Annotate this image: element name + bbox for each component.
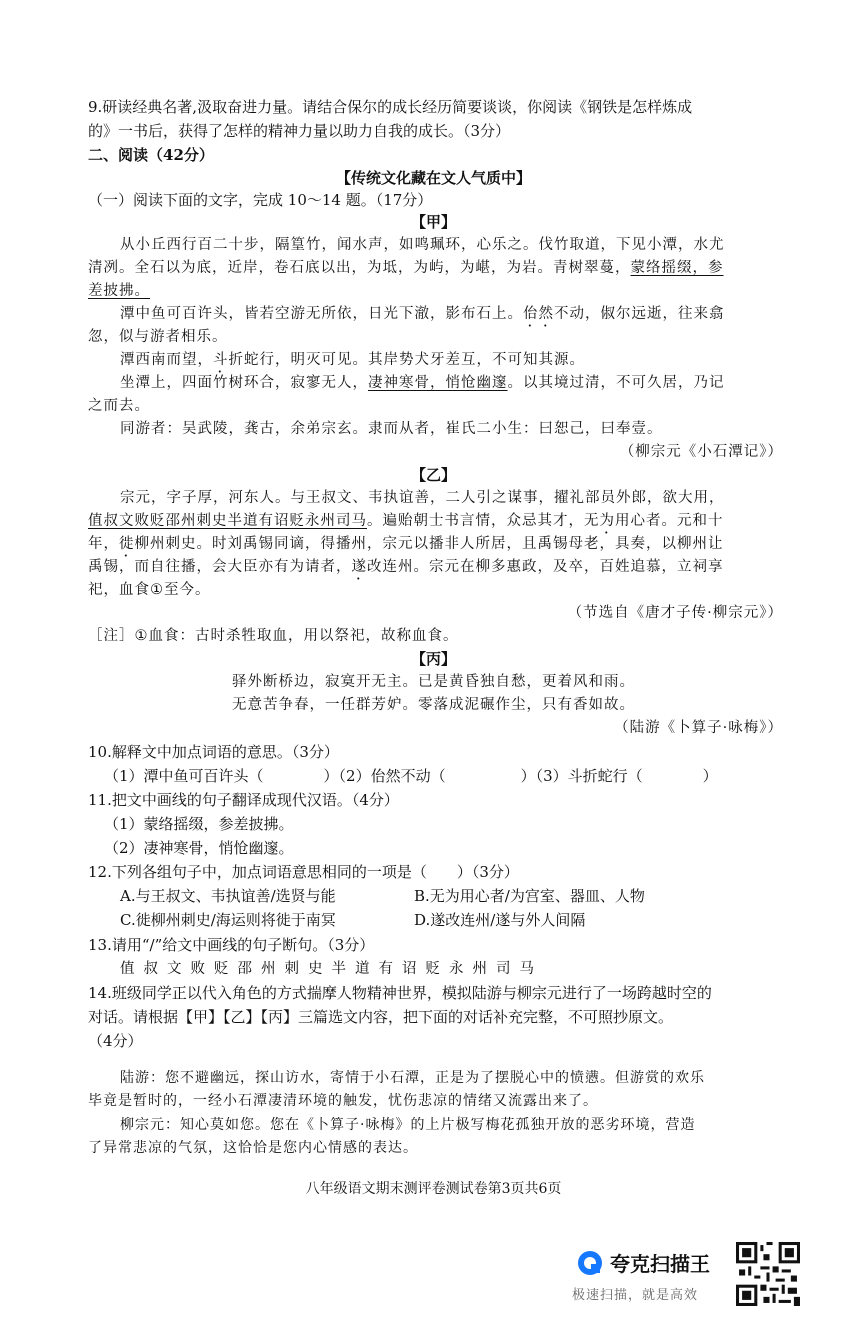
q9-line2: 的》一书后，获得了怎样的精神力量以助力自我的成长。（3分） [88,122,511,140]
yi-line: 禹锡，而自往播，会大臣亦有为请者，遂改连州。宗元在柳多惠政，及卒，百姓追慕，立祠享 [88,559,724,575]
q12-title: 12.下列各组句子中，加点词语意思相同的一项是（ ）（3分） [88,863,519,881]
underlined-sentence: 差披拂。 [88,283,150,299]
page-footer: 八年级语文期末测评卷测试卷第3页共6页 [305,1181,562,1197]
yi-line: 祀，血食①至今。 [88,582,211,598]
yi-label: 【乙】 [410,466,456,484]
yi-line: 值叔文败贬邵州刺史半道有诏贬永州司马。遍贻朝士书言情，众忌其才，无为用心者。元和十 [88,513,724,529]
jia-line: 忽，似与游者相乐。 [88,329,228,345]
q12-option-d: D.遂改连州/遂与外人间隔 [414,911,586,929]
q11-sentence-2: （2）凄神寒骨，悄怆幽邃。 [104,839,294,857]
underlined-sentence: 凄神寒骨，悄怆幽邃 [368,375,508,391]
q14-line1: 14.班级同学正以代入角色的方式揣摩人物精神世界，模拟陆游与柳宗元进行了一场跨越时空的 [88,984,712,1002]
jia-line: 之而去。 [88,398,150,414]
jia-line: 潭中鱼可百许头，皆若空游无所依，日光下澈，影布石上。佁然不动，俶尔远逝，往来翕 [120,306,725,322]
dotted-word: 斗 [213,352,229,368]
bing-label: 【丙】 [410,650,456,668]
quark-logo-icon [575,1248,605,1278]
jia-source: （柳宗元《小石潭记》） [619,444,783,460]
q11-title: 11.把文中画线的句子翻译成现代汉语。（4分） [88,791,399,809]
watermark-slogan: 极速扫描，就是高效 [572,1288,699,1303]
theme-title: 【传统文化藏在文人气质中】 [335,169,531,187]
jia-label: 【甲】 [410,213,456,231]
q13-sentence: 值叔文败贬邵州刺史半道有诏贬永州司马 [120,961,543,977]
watermark-brand: 夸克扫描王 [610,1252,710,1276]
jia-line: 清冽。全石以为底，近岸，卷石底以出，为坻，为屿，为嵁，为岩。青树翠蔓，蒙络摇缀，参 [88,260,724,276]
part1-heading: （一）阅读下面的文字，完成 10～14 题。（17分） [88,191,433,209]
yi-note: ［注］①血食：古时杀牲取血，用以祭祀，故称血食。 [88,628,459,644]
q10-items: （1）潭中鱼可百许头（ ）（2）佁然不动（ ）（3）斗折蛇行（ ） [104,767,718,785]
q12-option-c: C.徙柳州刺史/海运则将徙于南冥 [120,911,336,929]
q12-option-b: B.无为用心者/为宫室、器皿、人物 [414,887,645,905]
dotted-word: 徙 [119,536,135,552]
underlined-sentence: 蒙络摇缀，参 [630,260,724,276]
q9-line1: 9.研读经典名著,汲取奋进力量。请结合保尔的成长经历简要谈谈，你阅读《钢铁是怎样炼成 [88,98,693,116]
dotted-word: 佁然 [523,306,554,322]
jia-line: 坐潭上，四面竹树环合，寂寥无人，凄神寒骨，悄怆幽邃。以其境过清，不可久居，乃记 [120,375,725,391]
poem-line: 驿外断桥边，寂寞开无主。已是黄昏独自愁，更着风和雨。 [232,674,635,690]
jia-line: 从小丘西行百二十步，隔篁竹，闻水声，如鸣珮环，心乐之。伐竹取道，下见小潭，水尤 [120,237,725,253]
yi-line: 年，徙柳州刺史。时刘禹锡同谪，得播州，宗元以播非人所居，且禹锡母老，具奏，以柳州让 [88,536,724,552]
jia-line: 同游者：吴武陵，龚古，余弟宗玄。隶而从者，崔氏二小生：曰恕己，曰奉壹。 [120,421,663,437]
yi-line: 宗元，字子厚，河东人。与王叔文、韦执谊善，二人引之谋事，擢礼部员外郎，欲大用， [120,490,725,506]
dialogue-line: 柳宗元：知心莫如您。您在《卜算子·咏梅》的上片极写梅花孤独开放的恶劣环境，营造 [120,1117,696,1133]
dotted-word: 遂 [351,559,367,575]
dialogue-line: 毕竟是暂时的，一经小石潭凄清环境的触发，忧伤悲凉的情绪又流露出来了。 [88,1093,598,1109]
dotted-word: 为 [599,513,615,529]
underlined-sentence: 值叔文败贬邵州刺史半道有诏贬永州司马 [88,513,367,529]
bing-source: （陆游《卜算子·咏梅》） [614,720,783,736]
dialogue-line: 陆游：您不避幽远，探山访水，寄情于小石潭，正是为了摆脱心中的愤懑。但游赏的欢乐 [120,1070,705,1086]
q12-option-a: A.与王叔文、韦执谊善/选贤与能 [120,887,336,905]
section-heading: 二、阅读（42分） [88,146,214,164]
q13-title: 13.请用“/”给文中画线的句子断句。（3分） [88,936,375,954]
poem-line: 无意苦争春，一任群芳妒。零落成泥碾作尘，只有香如故。 [232,697,635,713]
jia-line: 潭西南而望，斗折蛇行，明灭可见。其岸势犬牙差互，不可知其源。 [120,352,585,368]
qr-code-icon [736,1242,800,1306]
dialogue-line: 了异常悲凉的气氛，这恰恰是您内心情感的表达。 [88,1140,418,1156]
q14-line3: （4分） [88,1032,143,1050]
q14-line2: 对话。请根据【甲】【乙】【丙】三篇选文内容，把下面的对话补充完整，不可照抄原文。 [88,1008,674,1026]
yi-source: （节选自《唐才子传·柳宗元》） [567,605,783,621]
scanner-watermark [560,1240,810,1310]
q10-title: 10.解释文中加点词语的意思。（3分） [88,743,339,761]
q11-sentence-1: （1）蒙络摇缀，参差披拂。 [104,815,294,833]
